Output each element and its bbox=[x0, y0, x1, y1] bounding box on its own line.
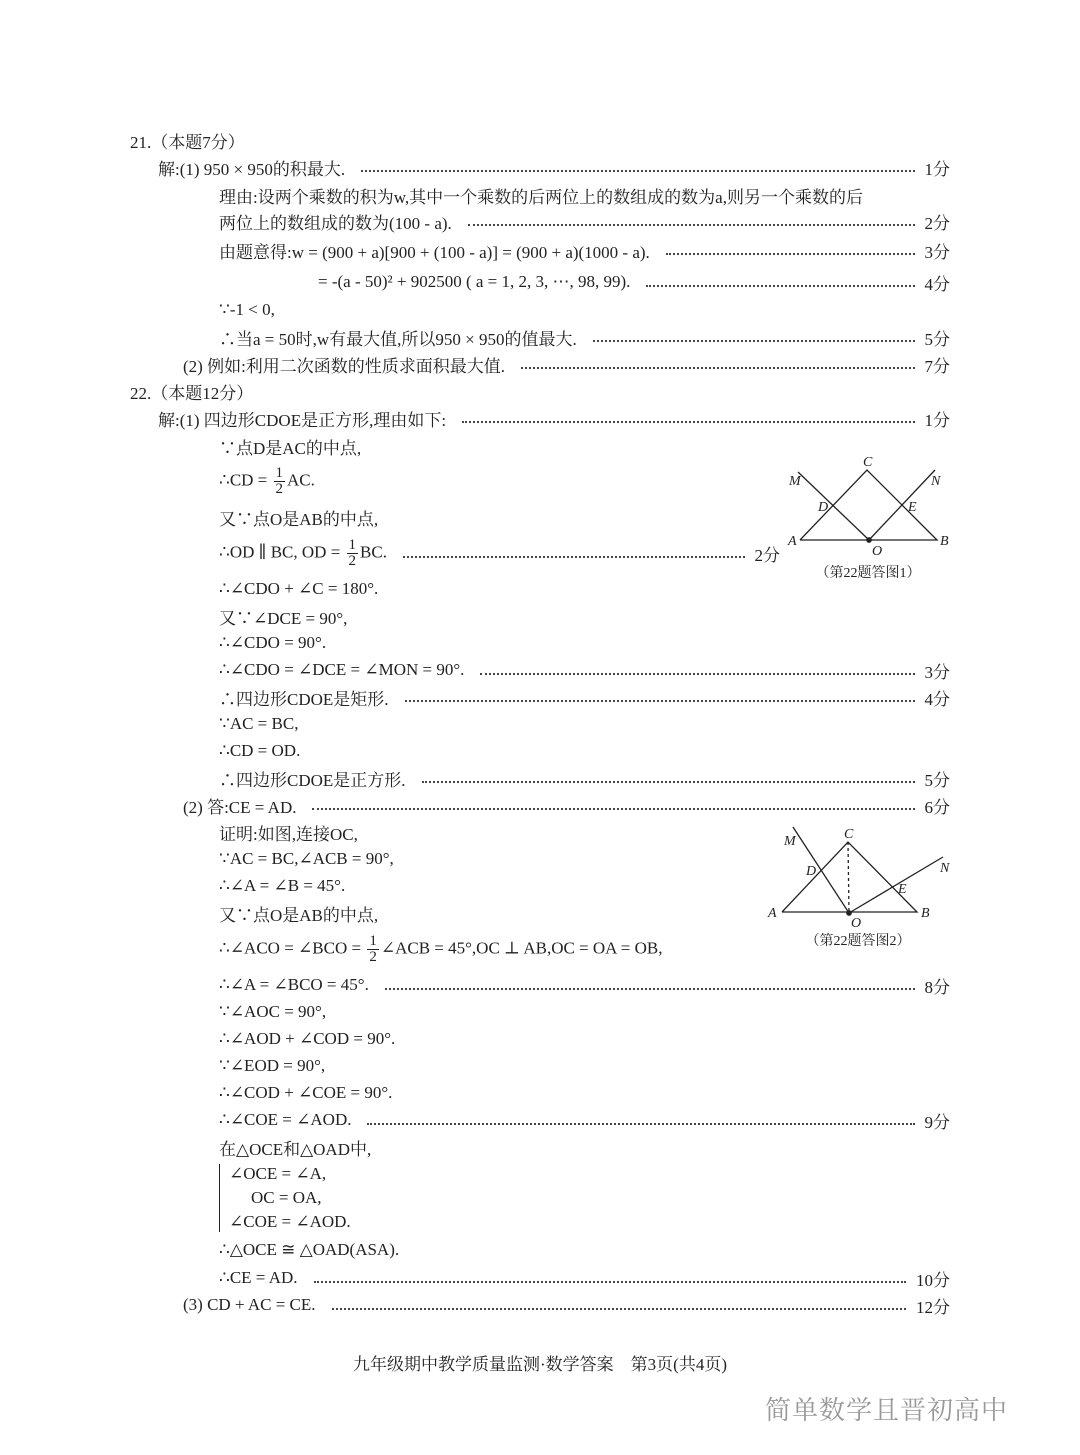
line-text: ∴∠COE = ∠AOD. bbox=[219, 1110, 352, 1129]
page-footer: 九年级期中教学质量监测·数学答案 第3页(共4页) bbox=[353, 1355, 727, 1374]
line-text: ∴四边形CDOE是矩形. bbox=[219, 689, 389, 709]
line-text: ∴CD = OD. bbox=[219, 741, 301, 760]
line-text: (3) CD + AC = CE. bbox=[183, 1295, 316, 1314]
figure-1 bbox=[787, 455, 949, 581]
label-m: M bbox=[789, 474, 801, 489]
fraction-denominator: 2 bbox=[369, 948, 377, 965]
score-label: 10分 bbox=[916, 1270, 950, 1290]
line-text: 两位上的数组成的数为(100 - a). bbox=[219, 213, 452, 233]
fraction-numerator: 1 bbox=[348, 536, 357, 553]
point-o bbox=[847, 911, 851, 915]
score-label: 8分 bbox=[924, 977, 950, 997]
line-text: 解:(1) 950 × 950的积最大. bbox=[158, 159, 346, 179]
line-text: OC = OA, bbox=[251, 1188, 322, 1207]
score-label: 2分 bbox=[924, 213, 950, 233]
label-o: O bbox=[872, 544, 883, 559]
line-text: 又∵点O是AB的中点, bbox=[219, 509, 379, 529]
line-text-post: ∠ACB = 45°,OC ⊥ AB,OC = OA = OB, bbox=[380, 937, 663, 957]
figure-2-caption: （第22题答图2） bbox=[805, 934, 911, 949]
line-text: ∴∠A = ∠B = 45°. bbox=[219, 876, 346, 895]
score-label: 2分 bbox=[754, 545, 780, 565]
line-text: ∵AC = BC,∠ACB = 90°, bbox=[219, 849, 394, 868]
line-text: 21.（本题7分） bbox=[130, 132, 245, 152]
line-text: ∴∠CDO = ∠DCE = ∠MON = 90°. bbox=[219, 660, 465, 679]
ray-om bbox=[798, 472, 869, 540]
score-label: 3分 bbox=[924, 662, 950, 682]
label-o: O bbox=[851, 916, 862, 931]
line-text: ∴当a = 50时,w有最大值,所以950 × 950的值最大. bbox=[219, 329, 577, 349]
triangle-abc bbox=[782, 842, 917, 912]
line-text: 证明:如图,连接OC, bbox=[219, 824, 358, 844]
line-text-pre: ∴CD = bbox=[219, 469, 272, 489]
line-text-post: BC. bbox=[360, 541, 387, 561]
ray-on bbox=[869, 470, 935, 540]
line-text: ∴∠A = ∠BCO = 45°. bbox=[219, 975, 369, 994]
line-text: = -(a - 50)² + 902500 ( a = 1, 2, 3, ⋯, 98, 99). bbox=[318, 272, 631, 291]
score-label: 1分 bbox=[924, 410, 950, 430]
line-text: (2) 答:CE = AD. bbox=[183, 797, 297, 817]
line-text-post: AC. bbox=[287, 469, 315, 489]
line-text: ∴△OCE ≅ △OAD(ASA). bbox=[219, 1240, 400, 1259]
label-c: C bbox=[844, 827, 854, 842]
ray-om bbox=[793, 827, 849, 913]
line-text: 理由:设两个乘数的积为w,其中一个乘数的后两位上的数组成的数为a,则另一个乘数的后 bbox=[219, 187, 863, 207]
line-text: 又∵∠DCE = 90°, bbox=[219, 608, 348, 628]
line-text-pre: ∴OD ∥ BC, OD = bbox=[219, 541, 345, 561]
line-text: 在△OCE和△OAD中, bbox=[219, 1139, 372, 1159]
label-a: A bbox=[768, 906, 777, 921]
score-label: 3分 bbox=[924, 242, 950, 262]
label-n: N bbox=[940, 861, 950, 876]
fraction-denominator: 2 bbox=[275, 480, 284, 497]
label-n: N bbox=[931, 474, 941, 489]
score-label: 6分 bbox=[924, 797, 950, 817]
label-b: B bbox=[921, 906, 930, 921]
line-text: ∠OCE = ∠A, bbox=[229, 1164, 327, 1183]
score-label: 4分 bbox=[924, 274, 950, 294]
line-text: ∵-1 < 0, bbox=[219, 300, 275, 319]
score-label: 5分 bbox=[924, 329, 950, 349]
line-text: 又∵点O是AB的中点, bbox=[219, 905, 379, 925]
line-text: ∠COE = ∠AOD. bbox=[229, 1212, 351, 1231]
fraction-denominator: 2 bbox=[348, 552, 357, 569]
score-label: 4分 bbox=[924, 689, 950, 709]
fraction-numerator: 1 bbox=[275, 464, 284, 481]
label-e: E bbox=[898, 882, 907, 897]
score-label: 7分 bbox=[924, 356, 950, 376]
line-text: ∴CE = AD. bbox=[219, 1268, 298, 1287]
line-text: ∴∠CDO = 90°. bbox=[219, 633, 327, 652]
segment-oc bbox=[848, 842, 849, 913]
score-label: 1分 bbox=[924, 159, 950, 179]
line-text: ∴∠CDO + ∠C = 180°. bbox=[219, 579, 379, 598]
figure-2 bbox=[767, 827, 950, 949]
label-a: A bbox=[788, 534, 797, 549]
line-text: 解:(1) 四边形CDOE是正方形,理由如下: bbox=[158, 410, 447, 430]
label-c: C bbox=[863, 455, 873, 470]
point-o bbox=[867, 538, 871, 542]
label-e: E bbox=[908, 500, 917, 515]
label-d: D bbox=[818, 500, 829, 515]
line-text-pre: ∴∠ACO = ∠BCO = bbox=[219, 937, 366, 957]
line-text: ∴四边形CDOE是正方形. bbox=[219, 770, 406, 790]
score-label: 9分 bbox=[924, 1112, 950, 1132]
label-m: M bbox=[784, 834, 796, 849]
fraction-numerator: 1 bbox=[369, 932, 377, 949]
figure-1-caption: （第22题答图1） bbox=[815, 566, 921, 581]
score-label: 12分 bbox=[916, 1297, 950, 1317]
line-text: ∵∠AOC = 90°, bbox=[219, 1002, 327, 1021]
line-text: ∵∠EOD = 90°, bbox=[219, 1056, 326, 1075]
line-text: ∵AC = BC, bbox=[219, 714, 299, 733]
label-d: D bbox=[806, 864, 817, 879]
line-text: 22.（本题12分） bbox=[130, 383, 254, 403]
line-text: 由题意得:w = (900 + a)[900 + (100 - a)] = (900 + a)(1000 - a). bbox=[219, 242, 650, 262]
score-label: 5分 bbox=[924, 770, 950, 790]
line-text: ∵点D是AC的中点, bbox=[219, 438, 362, 458]
line-text: (2) 例如:利用二次函数的性质求面积最大值. bbox=[183, 356, 506, 376]
line-text: ∴∠AOD + ∠COD = 90°. bbox=[219, 1029, 396, 1048]
watermark: 简单数学且晋初高中 bbox=[765, 1396, 1009, 1426]
line-text: ∴∠COD + ∠COE = 90°. bbox=[219, 1083, 393, 1102]
ray-on bbox=[849, 857, 943, 913]
label-b: B bbox=[940, 534, 949, 549]
